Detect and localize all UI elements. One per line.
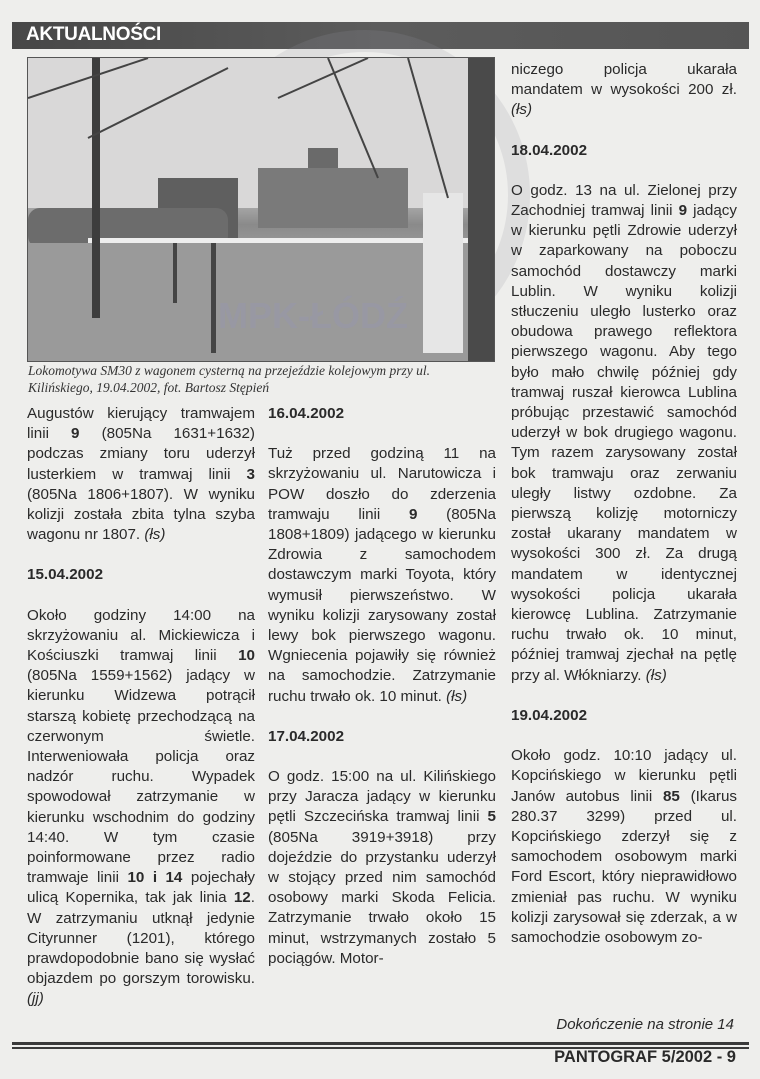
article-column-2 bbox=[268, 404, 496, 969]
paragraph: O godz. 13 na ul. Zielonej przy Zachodniej tramwaj linii 9 jadący w kierunku pętli Zdrowie uderzył w zaparkowany na poboczu samochód dostawczy marki Lublin. W wyniku kolizji stłuczeniu uległo lusterko oraz obudowa prawego reflektora pierwszego wagonu. Aby tego było mało chwilę później gdy tramwaj ruszał kierowca Lublina próbując przestawić samochód uderzył w bok drugiego wagonu. Tym razem zarysowany został bok tramwaju oraz zerwaniu uległy listwy ozdobne. Za pierwszą kolizję motorniczy został ukarany mandatem w wysokości 300 zł. Za drugą mandatem w identycznej wysokości policja ukarała kierowcę Lublina. Zatrzymanie ruchu trwało ok. 10 minut, później tramwaj zjechał na pętlę przy al. Włókniarzy. (łs) bbox=[511, 181, 737, 684]
date-heading: 16.04.2002 bbox=[268, 405, 345, 422]
paragraph: Tuż przed godziną 11 na skrzyżowaniu ul. Narutowicza i POW doszło do zderzenia tramwaju linii 9 (805Na 1808+1809) jadącego w kierunku Zdrowia z samochodem dostawczym marki Toyota, który wymusił pierwszeństwo. W wyniku kolizji zarysowany został lewy bok pierwszego wagonu. Wgniecenia pojawiły się również na samochodzie. Zatrzymanie ruchu trwało ok. 10 minut. (łs) bbox=[268, 445, 496, 705]
continuation-note: Dokończenie na stronie 14 bbox=[556, 1016, 734, 1033]
paragraph: Augustów kierujący tramwajem linii 9 (805Na 1631+1632) podczas zmiany toru uderzył lusterkiem w tramwaj linii 3 (805Na 1806+1807). W wyniku kolizji została zbita tylna szyba wagonu nr 1807. (łs) bbox=[27, 405, 255, 544]
paragraph: Około godziny 14:00 na skrzyżowaniu al. Mickiewicza i Kościuszki tramwaj linii 10 (805Na 1559+1562) jadący w kierunku Widzewa potrącił starszą kobietę przechodzącą na czerwonym świetle. Interweniowała policja oraz nadzór ruchu. Wypadek spowodował zatrzymanie w kierunku wschodnim do godziny 14:40. W tym czasie poinformowane przez radio tramwaje linii 10 i 14 pojechały ulicą Kopernika, tak jak linia 12. W zatrzymaniu utknął jedynie Cityrunner (1201), którego prawdopodobnie bano się wysłać objazdem po gorszym torowisku. (jj) bbox=[27, 606, 256, 1008]
article-photo bbox=[27, 57, 495, 362]
paragraph: O godz. 15:00 na ul. Kilińskiego przy Jaracza jadący w kierunku pętli Szczecińska tramwaj linii 5 (805Na 3919+3918) przy dojeździe do przystanku uderzył w stojący przed nim samochód osobowy marki Skoda Felicia. Zatrzymanie trwało około 15 minut, wstrzymanych zostało 5 pociągów. Motor- bbox=[268, 768, 496, 967]
date-heading: 15.04.2002 bbox=[27, 566, 104, 584]
date-heading: 18.04.2002 bbox=[511, 141, 588, 159]
author-signature: (łs) bbox=[511, 101, 533, 119]
article-column-1 bbox=[27, 404, 255, 1010]
footer-rule bbox=[12, 1042, 749, 1045]
author-signature: (jj) bbox=[27, 990, 44, 1008]
magazine-page-footer: PANTOGRAF 5/2002 - 9 bbox=[554, 1048, 736, 1066]
author-signature: (łs) bbox=[645, 666, 667, 684]
photo-watermark-text: MPK-ŁÓDŹ bbox=[218, 295, 408, 336]
date-heading: 19.04.2002 bbox=[511, 706, 588, 724]
date-heading: 17.04.2002 bbox=[268, 727, 345, 745]
author-signature: (łs) bbox=[144, 526, 166, 544]
photo-caption bbox=[28, 362, 498, 396]
caption-line-1: Lokomotywa SM30 z wagonem cysterną na przejeździe kolejowym przy ul. bbox=[28, 363, 430, 378]
caption-line-2: Kilińskiego, 19.04.2002, fot. Bartosz Stępień bbox=[28, 380, 270, 395]
author-signature: (łs) bbox=[446, 687, 468, 705]
article-column-3 bbox=[511, 60, 737, 948]
photo-illustration bbox=[28, 58, 494, 361]
paragraph: niczego policja ukarała mandatem w wysokości 200 zł. (łs) bbox=[511, 61, 737, 119]
section-header-bar bbox=[12, 22, 749, 49]
paragraph: Około godz. 10:10 jadący ul. Kopcińskiego w kierunku pętli Janów autobus linii 85 (Ikarus 280.37 3299) przed ul. Kopcińskiego zderzył się z samochodem osobowym marki Ford Escort, który nieprawidłowo zmieniał pas ruchu. W wyniku kolizji zarysował się zderzak, a w samochodzie osobowym zo- bbox=[511, 747, 737, 946]
section-title: AKTUALNOŚCI bbox=[26, 24, 161, 45]
